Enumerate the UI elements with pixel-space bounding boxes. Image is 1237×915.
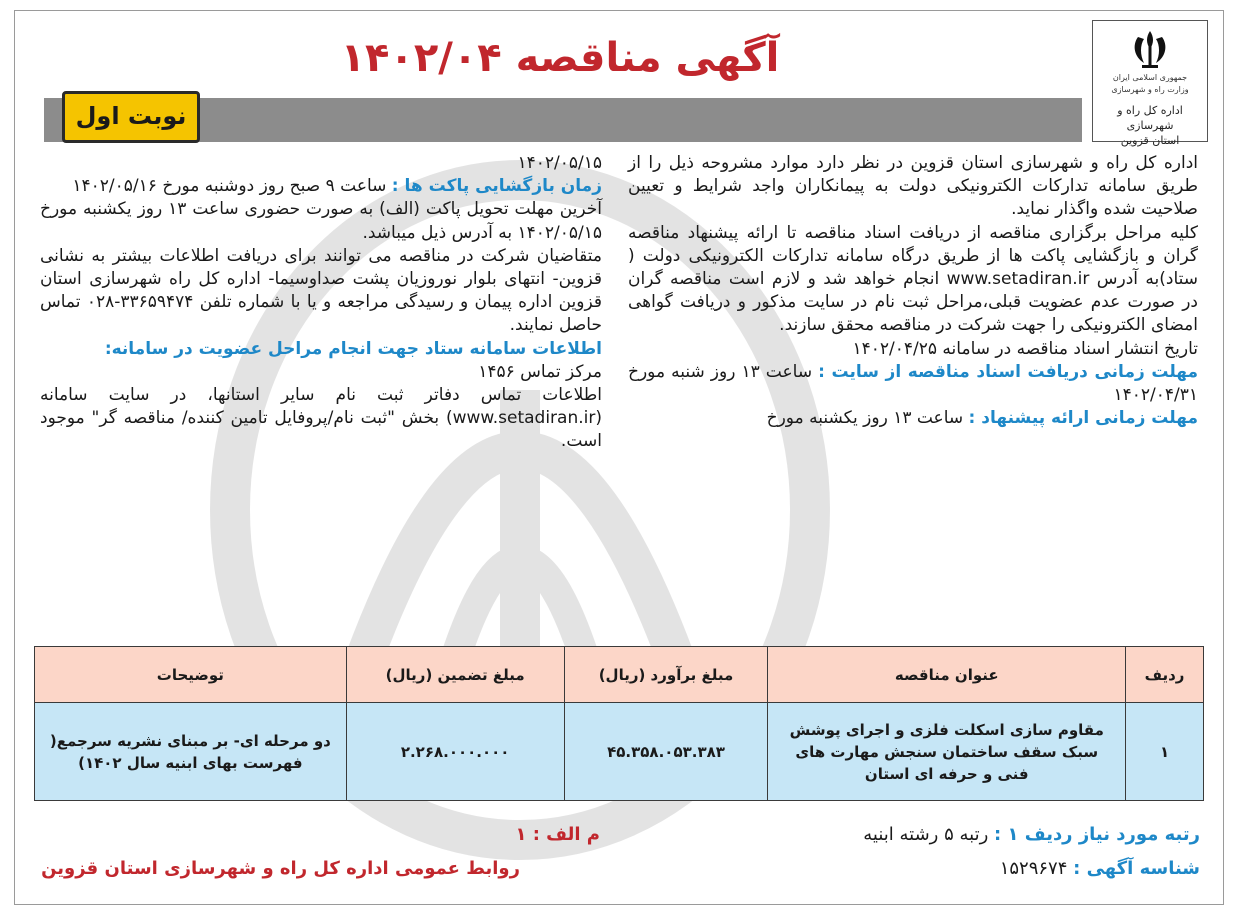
call-center: مرکز تماس ۱۴۵۶	[478, 361, 602, 382]
header-notes: توضیحات	[35, 647, 347, 703]
doc-deadline-label: مهلت زمانی دریافت اسناد مناقصه از سایت :	[818, 361, 1199, 382]
ad-code: م الف : ۱	[515, 824, 600, 845]
header-row-no: ردیف	[1126, 647, 1204, 703]
intro-paragraph: اداره کل راه و شهرسازی استان قزوین در نظر دارد موارد مشروحه ذیل را از طریق سامانه تدارکات الکترونیکی دولت به پیمانکاران واجد شرایط و تعیین صلاحیت شده واگذار نماید.	[628, 153, 1198, 220]
org-name-line-2: استان قزوین	[1120, 134, 1180, 147]
opening-label: زمان بازگشایی پاکت ها :	[391, 176, 602, 197]
offer-deadline	[628, 407, 1198, 430]
doc-deadline-text: ساعت ۱۳ روز شنبه مورخ ۱۴۰۲/۰۴/۳۱	[628, 361, 1198, 406]
left-text-column	[40, 152, 602, 454]
doc-deadline	[628, 361, 1198, 407]
contact-info: متقاضیان شرکت در مناقصه می توانند برای دریافت اطلاعات بیشتر به نشانی قزوین- انتهای بلوار نوروزیان پشت صداوسیما- اداره کل راه شهرسازی استان قزوین اداره پیمان و رسیدگی مراجعه و یا با شماره تلفن ۳۳۶۵۹۴۷۴-۰۲۸ تماس حاصل نمایند.	[40, 245, 602, 336]
table-header-row	[35, 647, 1204, 703]
offer-deadline-text: ساعت ۱۳ روز یکشنبه مورخ	[766, 408, 964, 429]
logo-caption-2: وزارت راه و شهرسازی	[1111, 85, 1189, 94]
opening-time	[40, 175, 602, 198]
header-estimate: مبلغ برآورد (ریال)	[564, 647, 768, 703]
cell-estimate: ۴۵.۳۵۸.۰۵۳.۳۸۳	[564, 703, 768, 801]
iran-emblem-icon	[1128, 27, 1172, 71]
ministry-logo-box	[1092, 20, 1208, 147]
header-guarantee: مبلغ تضمین (ریال)	[346, 647, 564, 703]
offer-date: ۱۴۰۲/۰۵/۱۵	[517, 153, 602, 173]
process-paragraph: کلیه مراحل برگزاری مناقصه از دریافت اسناد مناقصه تا ارائه پیشنهاد مناقصه گران و بازگشایی پاکت ها از طریق درگاه سامانه تدارکات الکترونیکی دولت ( ستاد)به آدرس www.setadiran.ir انجام خواهد شد و لازم است مناقصه گران در صورت عدم عضویت قبلی،مراحل ثبت نام در سایت مذکور و دریافت گواهی امضای الکترونیکی را جهت شرکت در مناقصه محقق سازند.	[628, 222, 1199, 336]
tender-table	[34, 646, 1204, 801]
header-title: عنوان مناقصه	[768, 647, 1126, 703]
ad-id-value: ۱۵۲۹۶۷۴	[999, 858, 1068, 879]
org-name-line-1: اداره کل راه و شهرسازی	[1117, 104, 1183, 132]
ad-id-label: شناسه آگهی :	[1073, 858, 1200, 879]
cell-guarantee: ۲.۲۶۸.۰۰۰.۰۰۰	[346, 703, 564, 801]
table-row	[35, 703, 1204, 801]
right-text-column	[628, 152, 1198, 430]
registration-info: اطلاعات تماس دفاتر ثبت نام سایر استانها، در سایت سامانه (www.setadiran.ir) بخش "ثبت نام/پروفایل تامین کننده/ مناقصه گر" موجود است.	[40, 385, 602, 452]
publish-date: تاریخ انتشار اسناد مناقصه در سامانه ۱۴۰۲/۰۴/۲۵	[852, 338, 1198, 359]
envelope-deadline: آخرین مهلت تحویل پاکت (الف) به صورت حضوری ساعت ۱۳ روز یکشنبه مورخ ۱۴۰۲/۰۵/۱۵ به آدرس ذیل میباشد.	[40, 199, 602, 243]
required-grade	[700, 822, 1200, 848]
logo-caption-1: جمهوری اسلامی ایران	[1112, 73, 1188, 82]
tender-title: آگهی مناقصه ۱۴۰۲/۰۴	[340, 35, 780, 81]
round-badge: نوبت اول	[62, 91, 200, 143]
setad-heading: اطلاعات سامانه ستاد جهت انجام مراحل عضویت در سامانه:	[104, 338, 602, 359]
publisher: روابط عمومی اداره کل راه و شهرسازی استان قزوین	[41, 858, 520, 879]
opening-text: ساعت ۹ صبح روز دوشنبه مورخ ۱۴۰۲/۰۵/۱۶	[72, 176, 387, 197]
cell-notes: دو مرحله ای- بر مبنای نشریه سرجمع( فهرست بهای ابنیه سال ۱۴۰۲)	[35, 703, 347, 801]
grade-value: رتبه ۵ رشته ابنیه	[863, 824, 989, 845]
ad-id	[700, 856, 1200, 882]
cell-title: مقاوم سازی اسکلت فلزی و اجرای پوشش سبک سقف ساختمان سنجش مهارت های فنی و حرفه ای استان	[768, 703, 1126, 801]
grade-label: رتبه مورد نیاز ردیف ۱ :	[994, 824, 1200, 845]
cell-row-no: ۱	[1126, 703, 1204, 801]
offer-deadline-label: مهلت زمانی ارائه پیشنهاد :	[968, 408, 1198, 429]
